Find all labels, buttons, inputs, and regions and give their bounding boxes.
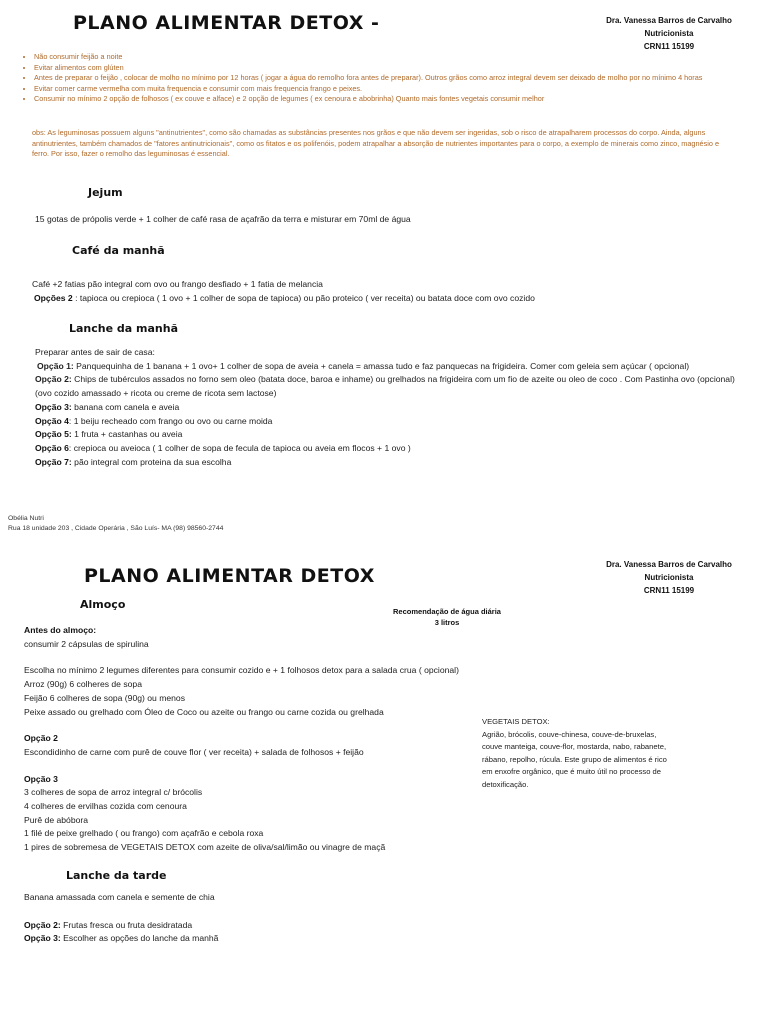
legumes-note: obs: As leguminosas possuem alguns "antinutrientes", como são chamadas as substâncias presentes nos grãos e que não devem ser ingeridas, sob o risco de atrapalharem processos do corpo. Ainda, alguns antinutrientes, também chamados de "fatores antinutricionais", como os fitatos e os polifenóis, podem atrapalhar a absorção de nutrientes importantes para o corpo, a exemplo de minerais como zinco, magnésio e ferro. Por isso, fazer o remolho das leguminosas é essencial. (32, 128, 720, 158)
almoco-line: Feijão 6 colheres de sopa (90g) ou menos (24, 692, 185, 703)
lanche-tarde-block (24, 891, 624, 946)
lanche-tarde-option-2 (24, 919, 624, 933)
lanche-intro: Preparar antes de sair de casa: (35, 347, 155, 357)
option-label: Opção 2: (35, 374, 72, 385)
nutritionist-crn: CRN11 15199 (643, 586, 695, 595)
option-text: pão integral com proteina da sua escolha (71, 456, 232, 467)
rule-item: • Não consumir feijão a noite (34, 52, 724, 63)
almoco-option-3-line: 3 colheres de sopa de arroz integral c/ brócolis (24, 787, 203, 798)
option-text: : tapioca ou crepioca ( 1 ovo + 1 colher de sopa de tapioca) ou pão proteico ( ver receita) ou batata doce com ovo cozido (72, 292, 535, 303)
section-heading-almoco: Almoço (80, 598, 126, 611)
option-label: Opção 1: (37, 360, 74, 371)
rule-item: • Evitar alimentos com glúten (34, 63, 724, 74)
nutritionist-role: Nutricionista (644, 29, 694, 38)
option-text: 1 fruta + castanhas ou aveia (71, 429, 183, 440)
antes-almoco-text: consumir 2 cápsulas de spirulina (24, 638, 149, 649)
lanche-option-4 (35, 415, 735, 429)
lanche-option-5 (35, 428, 735, 442)
nutritionist-name: Dra. Vanessa Barros de Carvalho (606, 560, 732, 569)
option-label: Opção 7: (35, 456, 72, 467)
almoco-line: Peixe assado ou grelhado com Óleo de Coco ou azeite ou frango ou carne cozida ou grelhada (24, 706, 384, 717)
rule-item: • Evitar comer carme vermelha com muita frequencia e consumir com mais frequencia frango e peixes. (34, 84, 724, 95)
nutritionist-name: Dra. Vanessa Barros de Carvalho (606, 16, 732, 25)
option-label: Opção 2 (24, 733, 58, 744)
nutritionist-role: Nutricionista (644, 573, 694, 582)
nutritionist-block (592, 558, 746, 597)
lanche-tarde-option-1: Banana amassada com canela e semente de chia (24, 892, 215, 902)
option-label: Opções 2 (34, 292, 73, 303)
option-text: Escolher as opções do lanche da manhã (60, 933, 219, 944)
option-text: Chips de tubérculos assados no forno sem oleo (batata doce, baroa e inhame) ou grelhados na frigideira com um fio de azeite ou oleo de coco . Com Pastinha ovo (opcional) (ovo cozido amassado + ricota ou creme de ricota sem lactose) (35, 374, 735, 399)
almoco-option-2-text: Escondidinho de carne com purê de couve flor ( ver receita) + salada de folhosos + feijão (24, 746, 364, 757)
water-label: Recomendação de água diária (393, 607, 501, 616)
section-heading-lanche-tarde: Lanche da tarde (66, 869, 167, 882)
option-text: Panquequinha de 1 banana + 1 ovo+ 1 colher de sopa de aveia + canela = amassa tudo e faz panquecas na frigideira. Comer com geleia sem açúcar ( opcional) (73, 360, 690, 371)
almoco-option-3-line: Purê de abóbora (24, 814, 89, 825)
option-label: Opção 6 (35, 442, 69, 453)
lanche-option-3 (35, 401, 735, 415)
lanche-option-7 (35, 456, 735, 470)
clinic-name: Obélia Nutri (8, 515, 44, 522)
option-label: Opção 3: (35, 401, 72, 412)
option-label: Opção 3 (24, 773, 58, 784)
cafe-option-1: Café +2 fatias pão integral com ovo ou frango desfiado + 1 fatia de melancia (32, 279, 323, 289)
vegetais-line: detoxificação. (482, 779, 529, 789)
lanche-option-6 (35, 442, 735, 456)
almoco-line: Arroz (90g) 6 colheres de sopa (24, 679, 142, 690)
almoco-option-3-line: 4 colheres de ervilhas cozida com cenoura (24, 801, 187, 812)
rule-item: • Antes de preparar o feijão , colocar de molho no mínimo por 12 horas ( jogar a água do remolho fora antes de preparar). Outros grãos como arroz integral devem ser deixado de molho por no mínimo 4 horas (34, 73, 724, 84)
lanche-option-2 (35, 373, 735, 400)
option-label: Opção 2: (24, 919, 61, 930)
nutritionist-crn: CRN11 15199 (643, 42, 695, 51)
vegetais-line: rábano, repolho, rúcula. Este grupo de alimentos é rico (482, 754, 667, 764)
section-heading-lanche-manha: Lanche da manhã (69, 322, 179, 335)
option-label: Opção 5: (35, 429, 72, 440)
lanche-tarde-option-3 (24, 932, 624, 946)
section-heading-jejum: Jejum (88, 186, 123, 199)
option-text: : 1 beiju recheado com frango ou ovo ou carne moida (68, 415, 273, 426)
lanche-manha-block (35, 346, 735, 469)
almoco-option-3-line: 1 pires de sobremesa de VEGETAIS DETOX com azeite de oliva/sal/limão ou vinagre de maçã (24, 842, 386, 853)
clinic-address: Rua 18 unidade 203 , Cidade Operária , São Luís- MA (98) 98560-2744 (8, 525, 224, 532)
nutritionist-block (592, 14, 746, 53)
lanche-option-1 (35, 360, 735, 374)
rules-list (20, 52, 724, 105)
option-text: : crepioca ou aveioca ( 1 colher de sopa de fecula de tapioca ou aveia em flocos + 1 ovo ) (68, 442, 411, 453)
vegetais-detox-box (482, 716, 732, 791)
page-footer (8, 514, 223, 534)
option-text: Frutas fresca ou fruta desidratada (60, 919, 193, 930)
vegetais-line: em enxofre orgânico, que é muito útil no processo de (482, 767, 661, 776)
almoco-line: Escolha no mínimo 2 legumes diferentes para consumir cozido e + 1 folhosos detox para a salada crua ( opcional) (24, 665, 459, 676)
page-title: PLANO ALIMENTAR DETOX (84, 565, 375, 587)
vegetais-line: Agrião, brócolis, couve-chinesa, couve-de-bruxelas, (482, 729, 657, 739)
option-label: Antes do almoço: (24, 625, 97, 635)
jejum-text: 15 gotas de própolis verde + 1 colher de café rasa de açafrão da terra e misturar em 70ml de água (35, 214, 411, 224)
option-label: Opção 4 (35, 415, 69, 426)
cafe-option-2 (32, 292, 732, 306)
water-amount: 3 litros (434, 618, 460, 627)
section-heading-cafe: Café da manhã (72, 244, 165, 257)
antes-almoco-label (24, 624, 584, 638)
option-label: Opção 3: (24, 933, 61, 944)
option-text: banana com canela e aveia (71, 401, 180, 412)
page-title: PLANO ALIMENTAR DETOX - (73, 12, 380, 34)
almoco-option-3-line: 1 filé de peixe grelhado ( ou frango) com açafrão e cebola roxa (24, 828, 264, 839)
vegetais-title: VEGETAIS DETOX: (482, 717, 550, 726)
vegetais-line: couve manteiga, couve-flor, mostarda, nabo, rabanete, (482, 742, 667, 751)
cafe-block (32, 278, 732, 305)
rule-item: • Consumir no mínimo 2 opção de folhosos ( ex couve e alface) e 2 opção de legumes ( ex cenoura e abobrinha) Quanto mais fontes vegetais consumir melhor (34, 94, 724, 105)
